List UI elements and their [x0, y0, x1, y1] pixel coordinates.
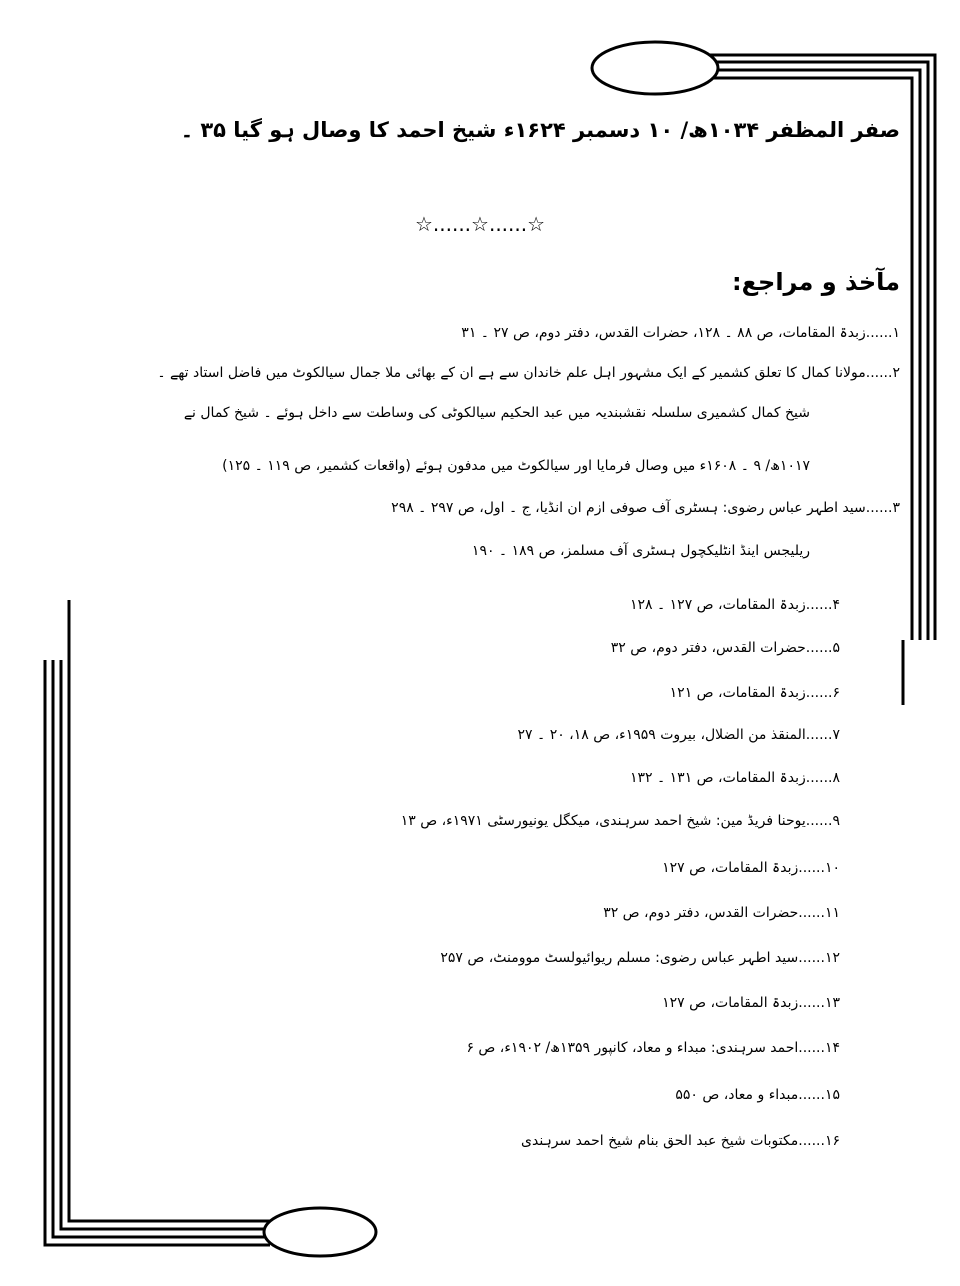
reference-continuation: ریلیجس اینڈ انٹلیکچول ہسٹری آف مسلمز، ص ۱۸۹ ۔ ۱۹۰ [471, 543, 810, 559]
reference-item: ۲......مولانا کمال کا تعلق کشمیر کے ایک مشہور اہل علم خاندان سے ہے ان کے بھائی ملا جمال سیالکوٹ میں فاضل استاد تھے ۔ [157, 365, 900, 381]
bottom-oval-ornament [264, 1208, 376, 1256]
reference-item: ۱......زبدۃ المقامات، ص ۸۸ ۔ ۱۲۸، حضرات القدس، دفتر دوم، ص ۲۷ ۔ ۳۱ [461, 325, 900, 341]
references-heading: مآخذ و مراجع: [732, 268, 900, 296]
reference-item: ۱۲......سید اطہر عباس رضوی: مسلم ریوائیولسٹ موومنٹ، ص ۲۵۷ [440, 950, 840, 966]
reference-item: ۶......زبدۃ المقامات، ص ۱۲۱ [669, 685, 840, 701]
reference-item: ۷......المنقذ من الضلال، بیروت ۱۹۵۹ء، ص ۱۸، ۲۰ ۔ ۲۷ [517, 727, 840, 743]
stars-separator: ☆......☆......☆ [414, 212, 546, 236]
reference-continuation: شیخ کمال کشمیری سلسلہ نقشبندیہ میں عبد الحکیم سیالکوٹی کی وساطت سے داخل ہوئے ۔ شیخ کمال نے [183, 405, 810, 421]
reference-item: ۱۵......مبداء و معاد، ص ۵۵۰ [675, 1087, 840, 1103]
reference-item: ۱۰......زبدۃ المقامات، ص ۱۲۷ [662, 860, 840, 876]
reference-item: ۵......حضرات القدس، دفتر دوم، ص ۳۲ [610, 640, 840, 656]
reference-item: ۴......زبدۃ المقامات، ص ۱۲۷ ۔ ۱۲۸ [629, 597, 840, 613]
top-oval-ornament [592, 42, 718, 94]
reference-item: ۱۱......حضرات القدس، دفتر دوم، ص ۳۲ [603, 905, 840, 921]
reference-continuation: ۱۰۱۷ھ/ ۹ ۔ ۱۶۰۸ء میں وصال فرمایا اور سیالکوٹ میں مدفون ہوئے (واقعات کشمیر، ص ۱۱۹ ۔ ۱۲۵) [222, 458, 810, 474]
reference-item: ۱۳......زبدۃ المقامات، ص ۱۲۷ [662, 995, 840, 1011]
reference-item: ۸......زبدۃ المقامات، ص ۱۳۱ ۔ ۱۳۲ [629, 770, 840, 786]
reference-item: ۹......یوحنا فریڈ مین: شیخ احمد سرہندی، میکگل یونیورسٹی ۱۹۷۱ء، ص ۱۳ [400, 813, 840, 829]
title-line: صفر المظفر ۱۰۳۴ھ/ ۱۰ دسمبر ۱۶۲۴ء شیخ احمد کا وصال ہو گیا ۳۵ ۔ [180, 118, 900, 142]
reference-item: ۱۶......مکتوبات شیخ عبد الحق بنام شیخ احمد سرہندی [521, 1133, 840, 1149]
reference-item: ۳......سید اطہر عباس رضوی: ہسٹری آف صوفی ازم ان انڈیا، ج ۔ اول، ص ۲۹۷ ۔ ۲۹۸ [391, 500, 900, 516]
reference-item: ۱۴......احمد سرہندی: مبداء و معاد، کانپور ۱۳۵۹ھ/ ۱۹۰۲ء، ص ۶ [466, 1040, 840, 1056]
